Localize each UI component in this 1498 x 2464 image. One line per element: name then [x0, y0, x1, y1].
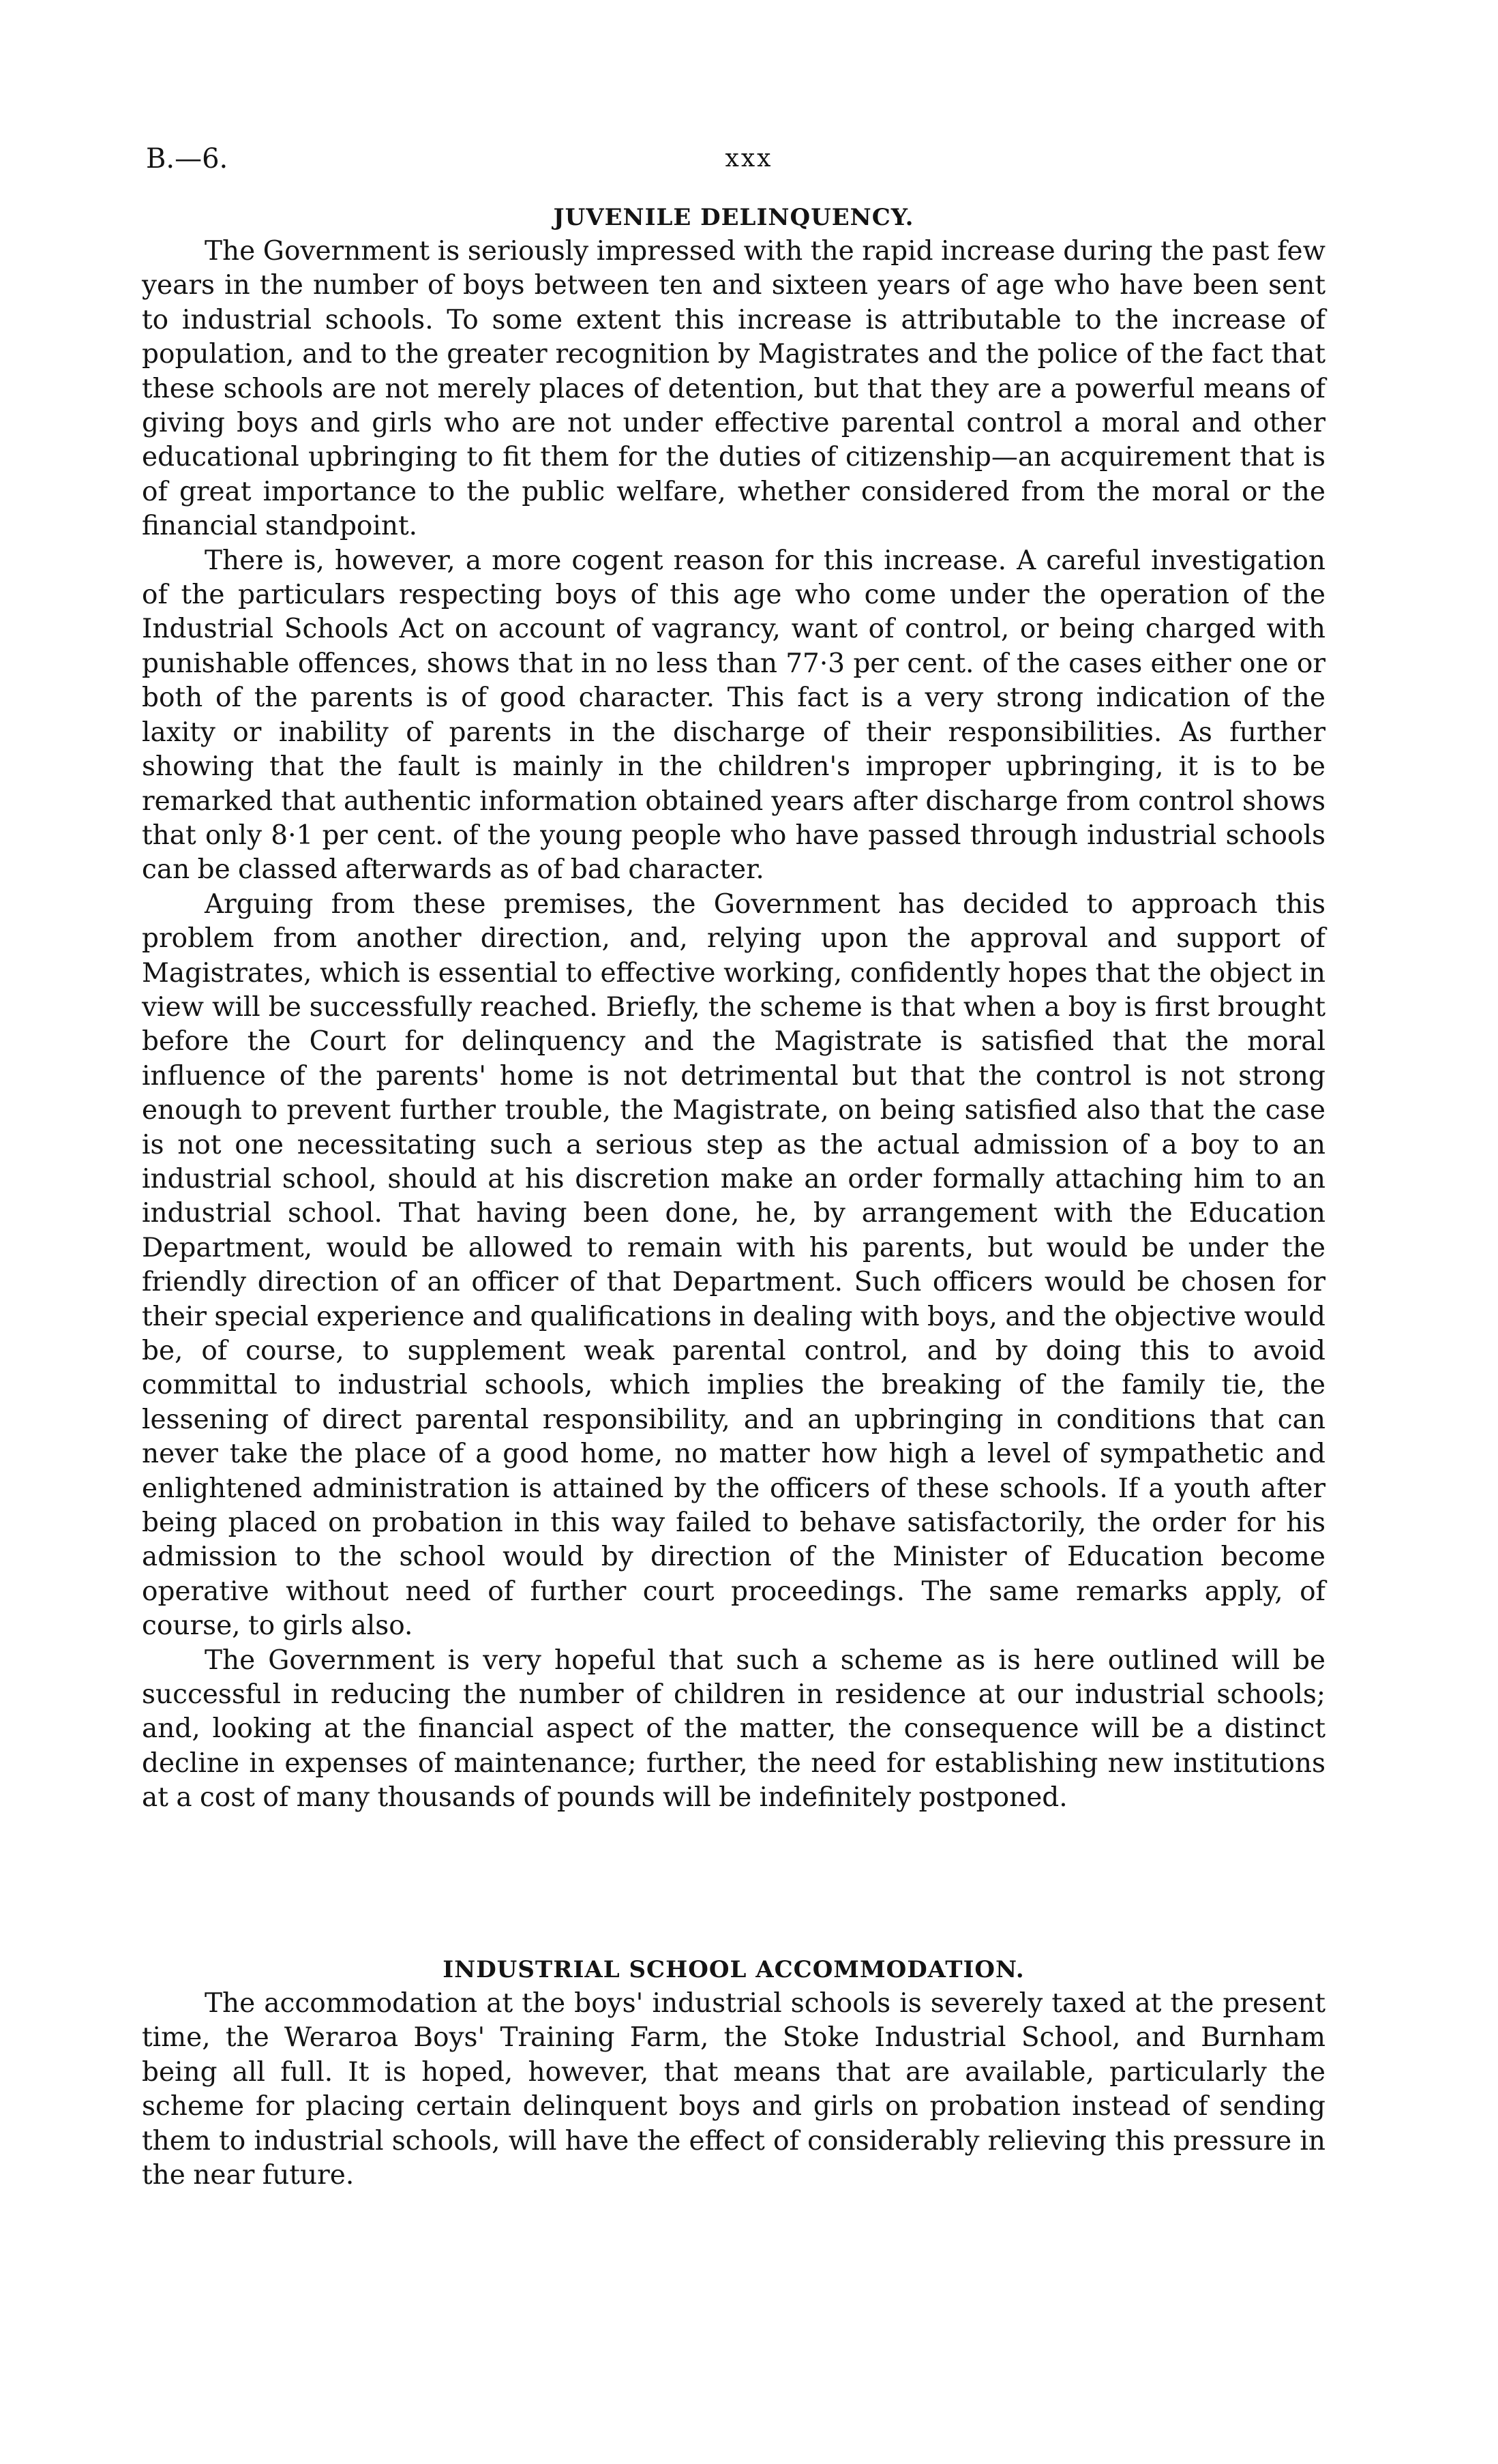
section-heading: JUVENILE DELINQUENCY. — [553, 204, 914, 231]
page-number: xxx — [725, 145, 773, 172]
section-industrial-school-accommodation — [142, 1953, 1325, 2193]
page-header — [0, 142, 1498, 176]
section-heading: INDUSTRIAL SCHOOL ACCOMMODATION. — [443, 1956, 1025, 1983]
document-reference: B.—6. — [146, 143, 228, 175]
section-juvenile-delinquency — [142, 200, 1325, 1816]
paragraph: Arguing from these premises, the Government has decided to approach this problem from another direction, and, relying upon the approval and support of Magistrates, which is essential to effective working, confidently hopes that the object in view will be successfully reached. Briefly, the scheme is that when a boy is first brought before the Court for delinquency and the Magistrate is satisfied that the moral influence of the parents' home is not detrimental but that the control is not strong enough to prevent further trouble, the Magistrate, on being satisfied also that the case is not one necessitating such a serious step as the actual admission of a boy to an industrial school, should at his discretion make an order formally attaching him to an industrial school. That having been done, he, by arrangement with the Education Department, would be allowed to remain with his parents, but would be under the friendly direction of an officer of that Department. Such officers would be chosen for their special experience and qualifications in dealing with boys, and the objective would be, of course, to supplement weak parental control, and by doing this to avoid committal to industrial schools, which implies the breaking of the family tie, the lessening of direct parental responsibility, and an upbringing in conditions that can never take the place of a good home, no matter how high a level of sympathetic and enlightened administration is attained by the officers of these schools. If a youth after being placed on probation in this way failed to behave satisfactorily, the order for his admission to the school would by direction of the Minister of Education become operative without need of further court proceedings. The same remarks apply, of course, to girls also. — [142, 888, 1325, 1642]
paragraph: The Government is seriously impressed with the rapid increase during the past few years in the number of boys between ten and sixteen years of age who have been sent to industrial schools. To some extent this increase is attributable to the increase of population, and to the greater recognition by Magistrates and the police of the fact that these schools are not merely places of detention, but that they are a powerful means of giving boys and girls who are not under effective parental control a moral and other educational upbringing to fit them for the duties of citizenship—an acquirement that is of great importance to the public welfare, whether considered from the moral or the financial standpoint. — [142, 236, 1325, 542]
paragraph: The Government is very hopeful that such a scheme as is here outlined will be successful in reducing the number of children in residence at our industrial schools; and, looking at the financial aspect of the matter, the consequence will be a distinct decline in expenses of maintenance; further, the need for establishing new institutions at a cost of many thousands of pounds will be indefinitely postponed. — [142, 1644, 1325, 1814]
paragraph: The accommodation at the boys' industrial schools is severely taxed at the present time, the Weraroa Boys' Training Farm, the Stoke Industrial School, and Burnham being all full. It is hoped, however, that means that are available, particularly the scheme for placing certain delinquent boys and girls on probation instead of sending them to industrial schools, will have the effect of considerably relieving this pressure in the near future. — [142, 1988, 1325, 2191]
paragraph: There is, however, a more cogent reason for this increase. A careful investigation of the particulars respecting boys of this age who come under the operation of the Industrial Schools Act on account of vagrancy, want of control, or being charged with punishable offences, shows that in no less than 77·3 per cent. of the cases either one or both of the parents is of good character. This fact is a very strong indication of the laxity or inability of parents in the discharge of their responsibilities. As further showing that the fault is mainly in the children's improper upbringing, it is to be remarked that authentic information obtained years after discharge from control shows that only 8·1 per cent. of the young people who have passed through industrial schools can be classed afterwards as of bad character. — [142, 545, 1325, 886]
